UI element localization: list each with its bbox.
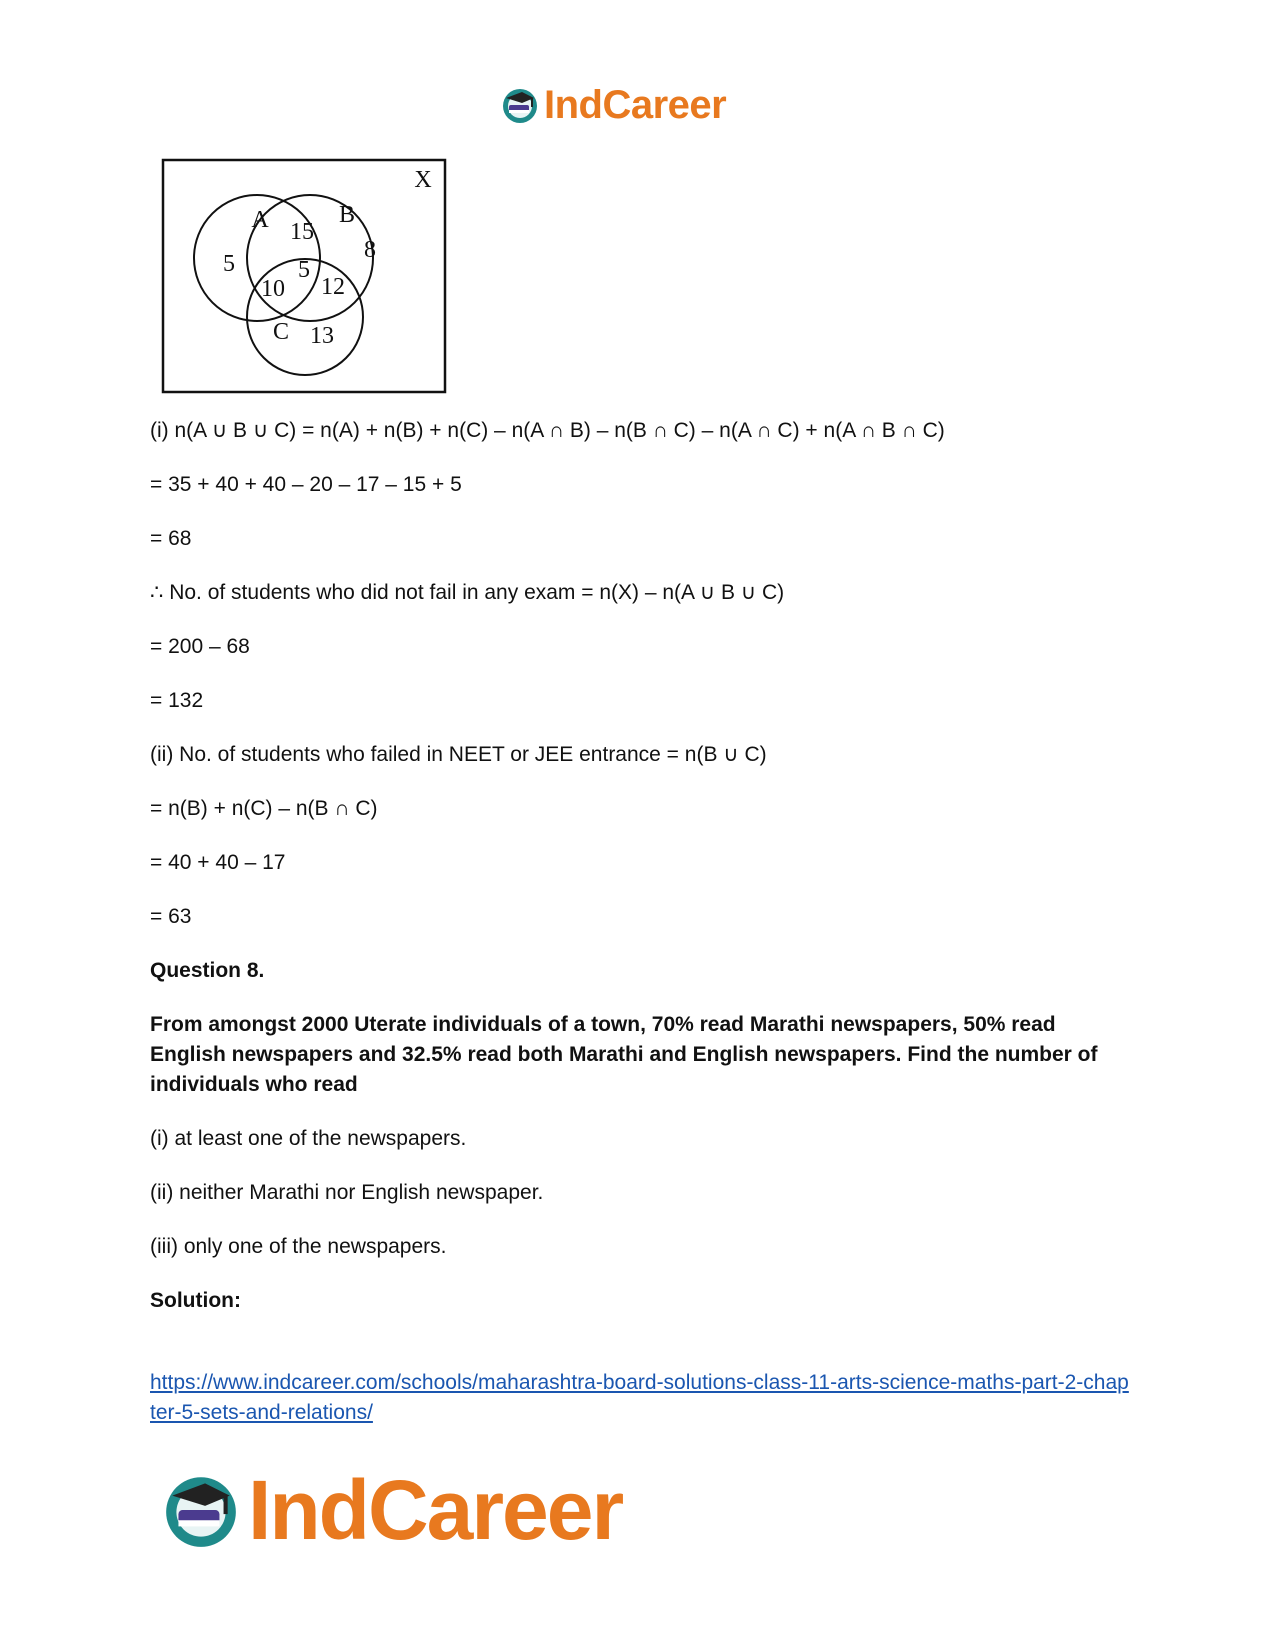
solution-line: = n(B) + n(C) – n(B ∩ C): [150, 797, 378, 820]
solution-line: (i) n(A ∪ B ∪ C) = n(A) + n(B) + n(C) – n(A ∩ B) – n(B ∩ C) – n(A ∩ C) + n(A ∩ B ∩ C): [150, 419, 945, 442]
solution-line: = 132: [150, 689, 204, 712]
source-link[interactable]: https://www.indcareer.com/schools/maharashtra-board-solutions-class-11-arts-science-maths-part-2-chapter-5-sets-and-relations/: [150, 1371, 1129, 1424]
region-a-only: 5: [223, 251, 235, 277]
question-part: (iii) only one of the newspapers.: [150, 1235, 447, 1258]
venn-diagram: [160, 157, 450, 397]
footer-logo: [160, 1462, 623, 1557]
region-c-only: 13: [310, 323, 334, 349]
question-text: From amongst 2000 Uterate individuals of a town, 70% read Marathi newspapers, 50% read English newspapers and 32.5% read both Marathi and English newspapers. Find the number of individuals who read: [150, 1013, 1098, 1096]
region-abc: 5: [298, 257, 310, 283]
question-heading: Question 8.: [150, 959, 265, 982]
graduation-cap-logo-icon: [160, 1469, 242, 1551]
solution-line: = 63: [150, 905, 192, 928]
header-logo: [500, 80, 726, 130]
solution-line: = 40 + 40 – 17: [150, 851, 286, 874]
question-part: (ii) neither Marathi nor English newspaper.: [150, 1181, 544, 1204]
set-c-label: C: [272, 319, 290, 345]
graduation-cap-logo-icon: [500, 85, 540, 125]
solution-line: = 68: [150, 527, 192, 550]
solution-line: (ii) No. of students who failed in NEET or JEE entrance = n(B ∪ C): [150, 743, 767, 766]
region-ac-only: 10: [261, 276, 285, 302]
solution-label: Solution:: [150, 1289, 241, 1312]
universal-label: X: [414, 167, 432, 193]
set-a-label: A: [251, 207, 269, 233]
region-ab-only: 15: [290, 219, 314, 245]
brand-wordmark: IndCareer: [544, 82, 727, 127]
solution-line: = 200 – 68: [150, 635, 250, 658]
solution-line: ∴ No. of students who did not fail in any exam = n(X) – n(A ∪ B ∪ C): [150, 581, 785, 604]
solution-line: = 35 + 40 + 40 – 20 – 17 – 15 + 5: [150, 473, 462, 496]
set-b-label: B: [338, 202, 356, 228]
brand-wordmark: IndCareer: [248, 1462, 623, 1557]
question-part: (i) at least one of the newspapers.: [150, 1127, 467, 1150]
region-b-only: 8: [364, 237, 376, 263]
region-bc-only: 12: [321, 274, 345, 300]
